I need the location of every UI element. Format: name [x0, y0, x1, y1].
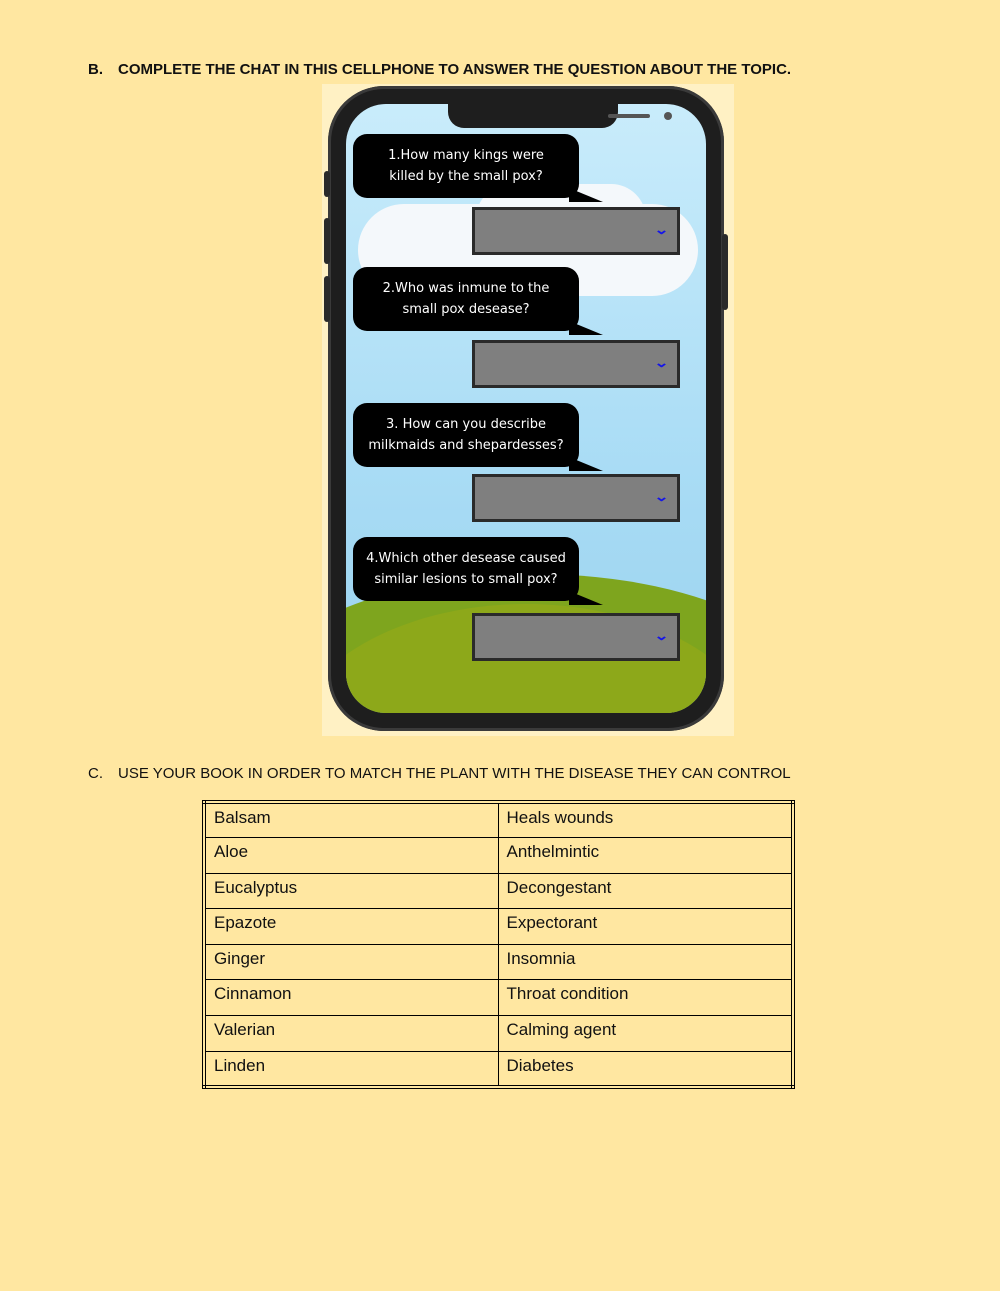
condition-cell: Insomnia — [498, 944, 793, 980]
phone-side-button — [324, 276, 330, 322]
condition-cell: Decongestant — [498, 873, 793, 909]
phone-power-button — [722, 234, 728, 310]
phone-frame — [328, 86, 724, 731]
chat-bubble-question-4 — [353, 537, 579, 601]
phone-notch — [448, 104, 618, 128]
answer-dropdown-2[interactable] — [472, 340, 680, 388]
table-row — [204, 909, 793, 945]
plant-cell: Eucalyptus — [204, 873, 498, 909]
section-c-title: USE YOUR BOOK IN ORDER TO MATCH THE PLANT WITH THE DISEASE THEY CAN CONTROL — [118, 765, 791, 782]
table-row — [204, 944, 793, 980]
table-row — [204, 1016, 793, 1052]
chevron-down-icon: ⌄ — [653, 222, 670, 237]
phone-screen — [346, 104, 706, 713]
section-b-heading — [88, 61, 791, 78]
condition-cell: Heals wounds — [498, 802, 793, 838]
chat-bubble-question-2 — [353, 267, 579, 331]
speaker-icon — [608, 114, 650, 118]
question-1-line1: 1.How many kings were — [388, 148, 544, 163]
question-1-line2: killed by the small pox? — [389, 169, 543, 184]
condition-cell: Diabetes — [498, 1051, 793, 1087]
condition-cell: Throat condition — [498, 980, 793, 1016]
question-2-line1: 2.Who was inmune to the — [382, 281, 550, 296]
camera-icon — [664, 112, 672, 120]
chevron-down-icon: ⌄ — [653, 628, 670, 643]
section-b-number: B. — [88, 61, 103, 78]
phone-side-button — [324, 171, 330, 197]
table-row — [204, 873, 793, 909]
plant-disease-table — [202, 800, 795, 1089]
question-2-line2: small pox desease? — [402, 302, 530, 317]
condition-cell: Anthelmintic — [498, 838, 793, 874]
answer-dropdown-3[interactable] — [472, 474, 680, 522]
condition-cell: Expectorant — [498, 909, 793, 945]
plant-cell: Cinnamon — [204, 980, 498, 1016]
answer-dropdown-4[interactable] — [472, 613, 680, 661]
phone-side-button — [324, 218, 330, 264]
chat-bubble-question-3 — [353, 403, 579, 467]
chat-bubble-question-1 — [353, 134, 579, 198]
table-row — [204, 980, 793, 1016]
plant-cell: Ginger — [204, 944, 498, 980]
table-row — [204, 838, 793, 874]
table-row — [204, 1051, 793, 1087]
chevron-down-icon: ⌄ — [653, 489, 670, 504]
section-b-title: COMPLETE THE CHAT IN THIS CELLPHONE TO ANSWER THE QUESTION ABOUT THE TOPIC. — [118, 61, 792, 78]
plant-cell: Linden — [204, 1051, 498, 1087]
question-3-line1: 3. How can you describe — [386, 417, 546, 432]
question-4-line1: 4.Which other desease caused — [366, 551, 566, 566]
table-row — [204, 802, 793, 838]
plant-cell: Aloe — [204, 838, 498, 874]
phone-illustration — [322, 84, 734, 736]
plant-cell: Valerian — [204, 1016, 498, 1052]
plant-cell: Epazote — [204, 909, 498, 945]
section-c-number: C. — [88, 765, 103, 782]
section-c-heading — [88, 765, 791, 782]
plant-cell: Balsam — [204, 802, 498, 838]
condition-cell: Calming agent — [498, 1016, 793, 1052]
question-4-line2: similar lesions to small pox? — [374, 572, 558, 587]
question-3-line2: milkmaids and shepardesses? — [368, 438, 564, 453]
chevron-down-icon: ⌄ — [653, 355, 670, 370]
answer-dropdown-1[interactable] — [472, 207, 680, 255]
